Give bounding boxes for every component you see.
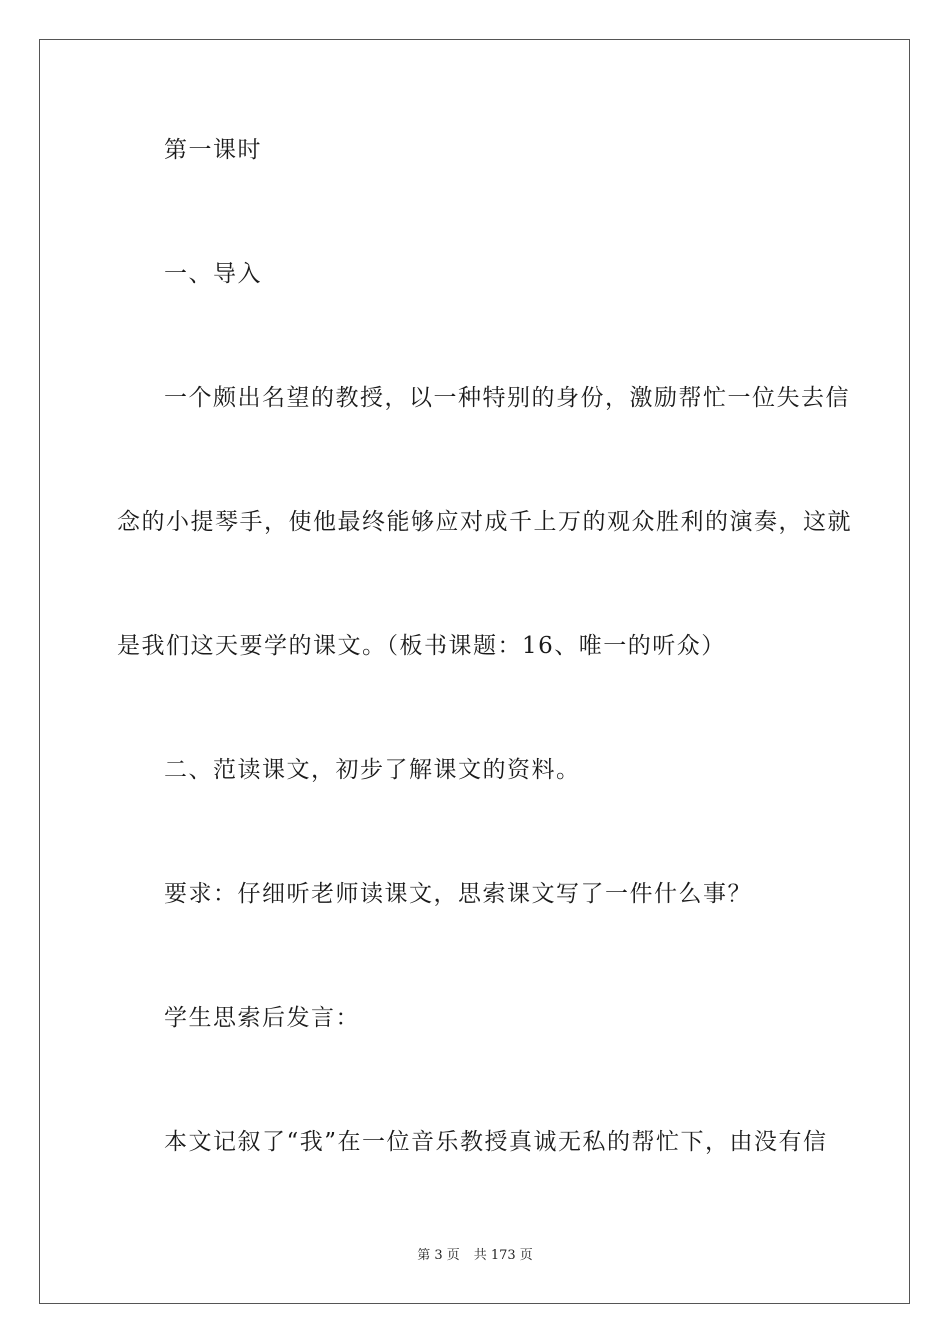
section-title-first-lesson: 第一课时 xyxy=(164,137,262,163)
paragraph-line: 一个颇出名望的教授，以一种特别的身份，激励帮忙一位失去信 xyxy=(164,385,850,411)
page-number: 第 3 页 xyxy=(417,1248,460,1263)
paragraph-line: 念的小提琴手，使他最终能够应对成千上万的观众胜利的演奏，这就 xyxy=(117,509,852,535)
heading-reading-text: 二、范读课文，初步了解课文的资料。 xyxy=(164,757,581,783)
paragraph-line: 是我们这天要学的课文。（板书课题：16、唯一的听众） xyxy=(117,633,726,659)
paragraph-line: 要求：仔细听老师读课文，思索课文写了一件什么事？ xyxy=(164,881,752,907)
page-total: 共 173 页 xyxy=(473,1248,533,1263)
page-footer xyxy=(0,1247,950,1265)
page-border xyxy=(39,39,910,1304)
heading-introduction: 一、导入 xyxy=(164,261,262,287)
paragraph-line: 本文记叙了“我”在一位音乐教授真诚无私的帮忙下，由没有信 xyxy=(164,1129,828,1155)
paragraph-line: 学生思索后发言： xyxy=(164,1005,360,1031)
